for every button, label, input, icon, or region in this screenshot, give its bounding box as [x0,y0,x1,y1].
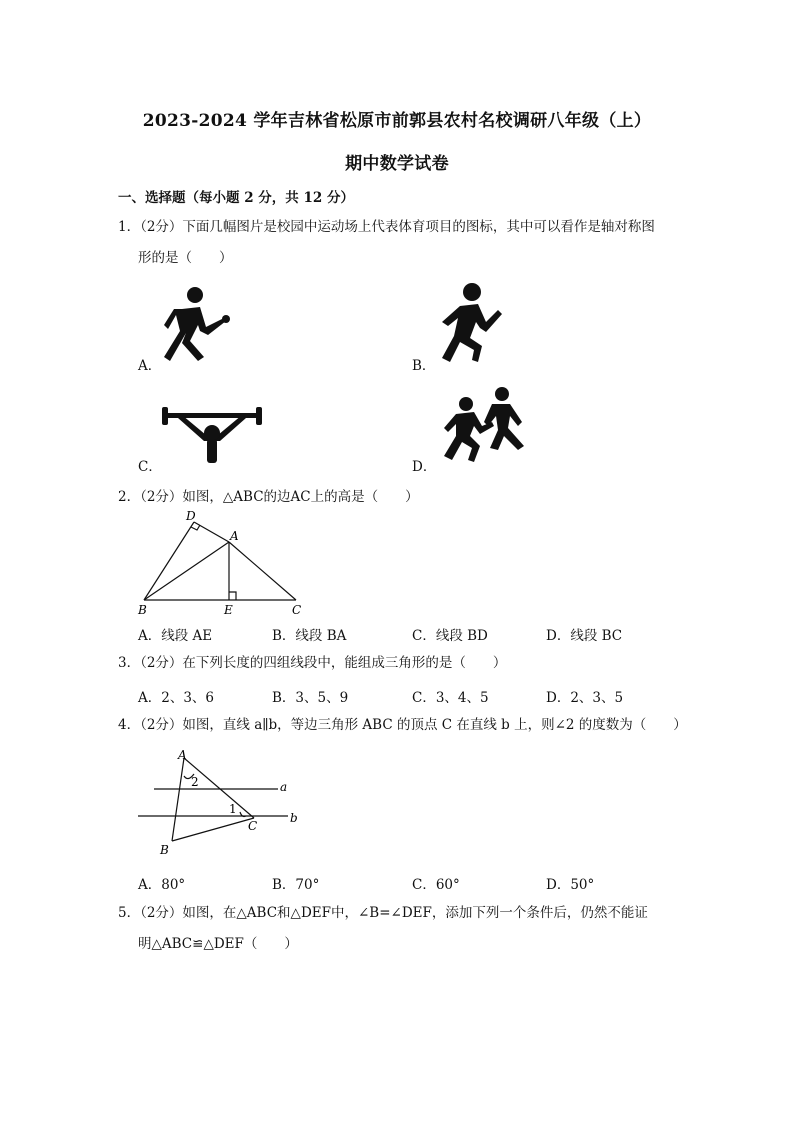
q2-option-c: C．线段 BD [412,628,488,644]
q1-option-b-label: B． [412,358,436,374]
q2-option-b: B．线段 BA [272,628,347,644]
weightlifter-icon [162,403,262,465]
question-5-line2: 明△ABC≌△DEF（ ） [138,936,298,952]
q2-label-b: B [138,603,147,617]
q4-option-c: C．60° [412,877,460,893]
question-1-line2: 形的是（ ） [138,250,233,266]
q4-option-d: D．50° [546,877,595,893]
q4-label-line-a: a [280,780,288,794]
q4-label-b-vertex: B [160,843,169,857]
page-title: 2023-2024 学年吉林省松原市前郭县农村名校调研八年级（上） [142,111,652,131]
q1-option-d-label: D． [412,459,437,475]
question-1-line1: 1．（2分）下面几幅图片是校园中运动场上代表体育项目的图标，其中可以看作是轴对称图 [118,219,655,235]
q4-label-angle-1: 1 [229,802,237,816]
question-2-text: 2．（2分）如图，△ABC的边AC上的高是（ ） [118,489,419,505]
q3-option-b: B．3、5、9 [272,690,349,706]
q2-label-c: C [292,603,302,617]
sprinter-icon [436,282,506,364]
q4-label-line-b: b [290,811,298,825]
section-header: 一、选择题（每小题 2 分，共 12 分） [118,190,354,206]
q3-option-d: D．2、3、5 [546,690,624,706]
q4-label-angle-2: 2 [191,775,199,789]
q4-label-c-vertex: C [248,819,258,833]
q3-option-c: C．3、4、5 [412,690,489,706]
q1-option-a-label: A． [138,358,162,374]
relay-runners-icon [438,386,530,464]
q4-option-a: A．80° [138,877,186,893]
q4-option-b: B．70° [272,877,320,893]
q2-option-d: D．线段 BC [546,628,623,644]
q4-parallel-lines-figure [136,746,306,861]
page-subtitle: 期中数学试卷 [345,154,449,174]
q2-label-a: A [230,529,239,543]
q3-option-a: A．2、3、6 [138,690,215,706]
q4-label-a-vertex: A [178,748,187,762]
question-5-line1: 5．（2分）如图，在△ABC和△DEF中，∠B=∠DEF，添加下列一个条件后，仍然不能证 [118,905,648,921]
q2-triangle-figure [134,510,314,620]
q2-option-a: A．线段 AE [138,628,213,644]
q1-option-c-label: C． [138,459,162,475]
q2-label-e: E [224,603,233,617]
runner-icon [160,285,240,365]
q2-label-d: D [186,509,196,523]
question-3-text: 3．（2分）在下列长度的四组线段中，能组成三角形的是（ ） [118,655,507,671]
question-4-text: 4．（2分）如图，直线 a∥b，等边三角形 ABC 的顶点 C 在直线 b 上，则∠2 的度数为（ ） [118,717,687,733]
